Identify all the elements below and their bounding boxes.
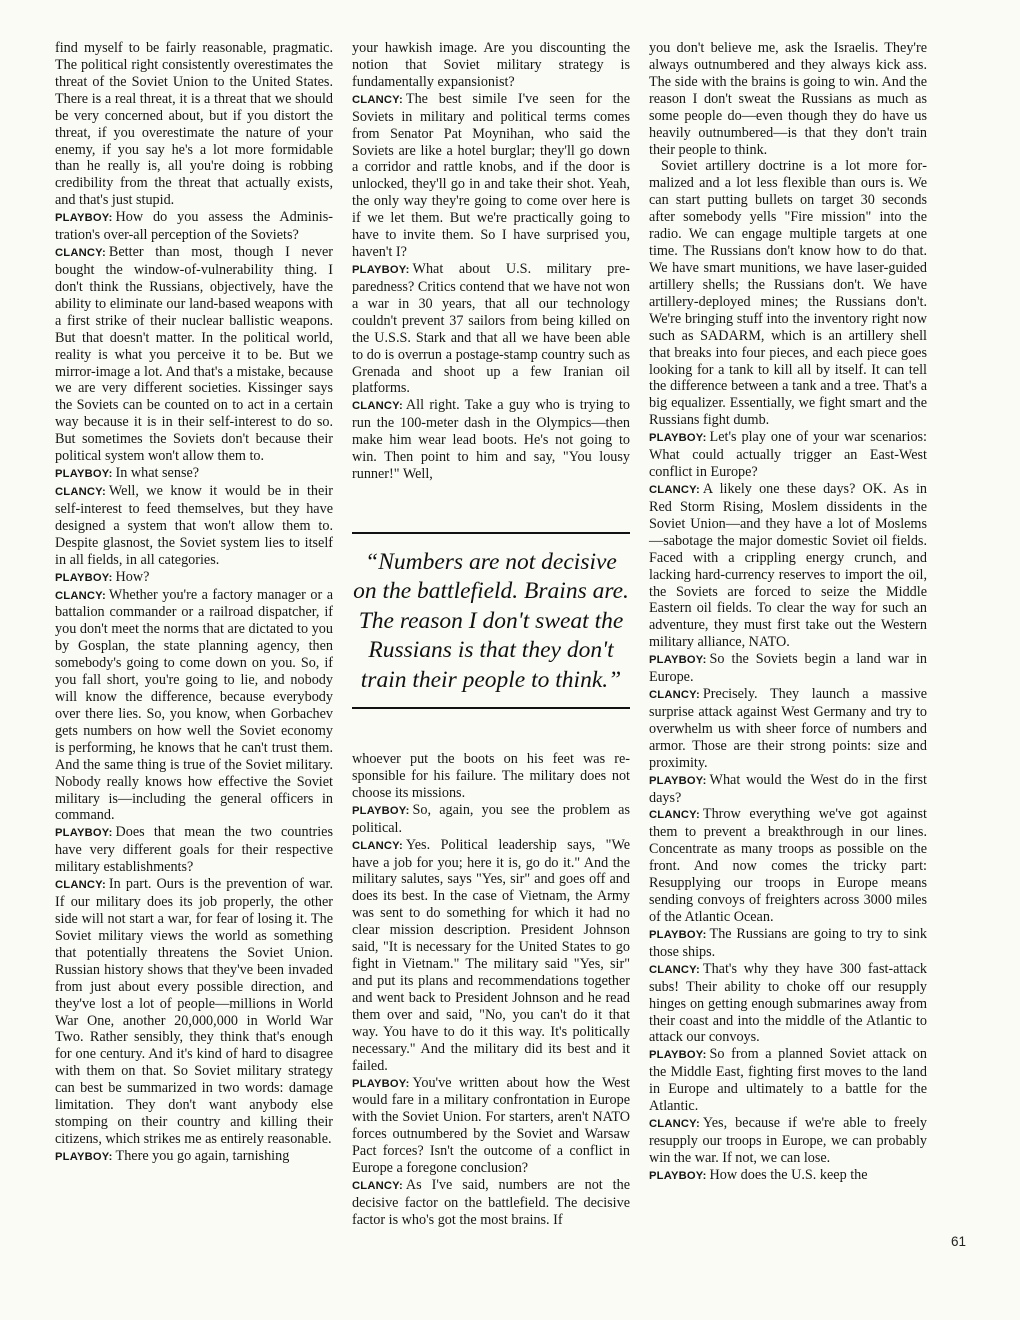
paragraph bbox=[352, 837, 630, 1075]
paragraph-text: your hawkish image. Are you discounting the notion that Soviet military strategy is fundamentally expansionist? bbox=[352, 40, 630, 90]
paragraph-text: Let's play one of your war scenarios: What could actually trigger an East-West conflict in Europe? bbox=[649, 429, 927, 481]
paragraph bbox=[649, 158, 927, 429]
paragraph-text: Does that mean the two countries have very different goals for their respective military establishments? bbox=[55, 824, 333, 876]
paragraph-text: Well, we know it would be in their self-interest to feed themselves, but they have designed a system that won't allow them to. Despite glasnost, the Soviet system lies to itself in all fields, in all categories. bbox=[55, 482, 333, 568]
paragraph-text: In what sense? bbox=[115, 465, 200, 482]
column-3 bbox=[649, 40, 927, 1185]
paragraph bbox=[649, 651, 927, 686]
paragraph bbox=[352, 40, 630, 91]
paragraph bbox=[55, 1148, 333, 1166]
paragraph-text: How? bbox=[115, 568, 150, 585]
paragraph bbox=[352, 261, 630, 397]
paragraph bbox=[352, 1075, 630, 1178]
speaker-label: PLAYBOY: bbox=[649, 654, 707, 667]
column-2-top bbox=[352, 40, 630, 483]
paragraph-text: As I've said, numbers are not the decisive factor on the battlefield. The decisive factor is who's got the most brains. If bbox=[352, 1177, 630, 1228]
paragraph-text: The best simile I've seen for the Soviets in military and political terms comes from Senator Pat Moynihan, who said the Soviets are like a hotel burglar; they'll go down a corridor and rattle knobs, and if the door is unlocked, they'll go in and take their shot. Yeah, the only way they're going to come over here is if we let them. But we're practically going to have to invite them. So I have surprised you, haven't I? bbox=[352, 90, 630, 261]
paragraph bbox=[55, 483, 333, 569]
page-number: 61 bbox=[951, 1234, 967, 1249]
speaker-label: CLANCY: bbox=[55, 879, 106, 892]
paragraph bbox=[649, 1046, 927, 1115]
speaker-label: PLAYBOY: bbox=[352, 804, 410, 817]
paragraph-text: There you go again, tarnishing bbox=[115, 1147, 290, 1164]
paragraph bbox=[649, 686, 927, 772]
paragraph-text: What about U.S. military preparedness? Critics contend that we have not won a war in 30 years, that all our technology couldn't prevent 37 sailors from being killed on the U.S.S. Stark and that all we have been able to do is overrun a postage-stamp country such as Grenada and shoot up a few Iranian oil platforms. bbox=[352, 260, 630, 397]
paragraph-text: You've written about how the West would fare in a military confrontation in Europe with the Soviet Union. For starters, aren't NATO forces outnumbered by the Soviet and Warsaw Pact forces? Isn't the outcome of a conflict in Europe a foregone conclusion? bbox=[352, 1074, 630, 1177]
speaker-label: CLANCY: bbox=[649, 689, 700, 702]
paragraph bbox=[352, 91, 630, 261]
paragraph-text: So, again, you see the problem as political. bbox=[352, 801, 630, 836]
speaker-label: CLANCY: bbox=[649, 483, 700, 496]
speaker-label: PLAYBOY: bbox=[352, 1077, 410, 1090]
paragraph-text: What would the West do in the first days? bbox=[649, 771, 927, 806]
speaker-label: PLAYBOY: bbox=[55, 1150, 113, 1163]
speaker-label: PLAYBOY: bbox=[649, 928, 707, 941]
speaker-label: CLANCY: bbox=[649, 1118, 700, 1131]
paragraph bbox=[55, 587, 333, 825]
paragraph bbox=[352, 802, 630, 837]
speaker-label: CLANCY: bbox=[55, 589, 106, 602]
speaker-label: PLAYBOY: bbox=[55, 571, 113, 584]
paragraph bbox=[649, 1115, 927, 1167]
paragraph-text: How does the U.S. keep the bbox=[709, 1166, 868, 1183]
speaker-label: PLAYBOY: bbox=[649, 1169, 707, 1182]
paragraph-text: How do you assess the Administration's over-all perception of the Soviets? bbox=[55, 209, 333, 244]
paragraph bbox=[649, 926, 927, 961]
pull-quote bbox=[352, 532, 630, 709]
pull-quote-text: “Numbers are not decisive on the battlefield. Brains are. The reason I don't sweat the Russians is that they don't train their people to think.” bbox=[353, 549, 629, 693]
paragraph-text: Yes, because if we're able to freely resupply our troops in Europe, we can probably win the war. If not, we can lose. bbox=[649, 1115, 927, 1166]
paragraph bbox=[649, 772, 927, 807]
paragraph bbox=[649, 961, 927, 1047]
speaker-label: PLAYBOY: bbox=[649, 432, 707, 445]
speaker-label: CLANCY: bbox=[352, 400, 403, 413]
paragraph bbox=[55, 569, 333, 587]
paragraph bbox=[649, 481, 927, 651]
paragraph-text: All right. Take a guy who is trying to run the 100-meter dash in the Olympics—then make him wear lead boots. He's not going to win. Then point to him and say, "You lousy runner!" Well, bbox=[352, 397, 630, 483]
speaker-label: CLANCY: bbox=[352, 839, 403, 852]
paragraph bbox=[55, 244, 333, 465]
speaker-label: CLANCY: bbox=[55, 485, 106, 498]
paragraph-text: find myself to be fairly reasonable, pragmatic. The political right consistently overestimates the threat of the Soviet Union to the United States. There is a real threat, it is a threat that we should be very concerned about, but if you distort the threat, if you overestimate the nature of your enemy, if you say he's a lot more formidable than he really is, all you're doing is robbing credibility from the threat that actually exists, and that's just stupid. bbox=[55, 40, 333, 209]
paragraph bbox=[649, 429, 927, 481]
paragraph-text: The Russians are going to try to sink those ships. bbox=[649, 925, 927, 960]
paragraph-text: So the Soviets begin a land war in Europe. bbox=[649, 651, 927, 686]
paragraph-text: whoever put the boots on his feet was responsible for his failure. The military does not choose its missions. bbox=[352, 751, 630, 801]
paragraph-text: Yes. Political leadership says, "We have a job for you; here it is, go do it." And the military salutes, says "Yes, sir" and goes off and does its best. In the case of Vietnam, the Army was sent to do something for which it had no clear mission description. President Johnson said, "It is necessary for the United States to go fight in Vietnam." The military said "Yes, sir" and put its plans and recommendations together and went back to President Johnson and he read them over and said, "No, you can't do it that way. You have to do it this way. It's politically necessary." And the military did its best and it failed. bbox=[352, 836, 630, 1074]
paragraph bbox=[55, 209, 333, 244]
paragraph bbox=[649, 806, 927, 925]
paragraph-text: Throw everything we've got against them to prevent a breakthrough in our lines. Concentrate as many troops as possible on the front. And now comes the tricky part: Resupplying our troops in Europe means sending convoys of freighters across 3000 miles of the Atlantic Ocean. bbox=[649, 806, 927, 926]
paragraph-text: Better than most, though I never bought the window-of-vulnerability thing. I don't think the Russians, objectively, have the ability to eliminate our land-based weapons with a first strike of their nuclear ballistic weapons. But that doesn't matter. In the political world, reality is what you perceive it to be. But we mirror-image a lot. And that's a mistake, because we are very different societies. Kissinger says the Soviets can be counted on to act in a certain way because it is in their self-interest to do so. But sometimes the Soviets don't because their political system won't allow them to. bbox=[55, 244, 333, 465]
paragraph bbox=[352, 751, 630, 802]
speaker-label: PLAYBOY: bbox=[55, 468, 113, 481]
speaker-label: PLAYBOY: bbox=[649, 1049, 707, 1062]
speaker-label: CLANCY: bbox=[649, 963, 700, 976]
paragraph bbox=[55, 824, 333, 876]
paragraph bbox=[55, 465, 333, 483]
paragraph-text: In part. Ours is the prevention of war. If our military does its job properly, the other side will not start a war, for fear of losing it. The Soviet military views the world as something that potentially threatens the Soviet Union. Russian history shows that they've been invaded from just about every possible direction, and they've lost a lot of people—millions in World War One, another 20,000,000 in World War Two. Rather sensibly, they think that's enough for one century. And it's kind of hard to disagree with them on that. So Soviet military strategy can best be summarized in two words: damage limitation. They don't want anybody else stomping on their country and killing their citizens, which strikes me as entirely reasonable. bbox=[55, 876, 333, 1147]
column-1 bbox=[55, 40, 333, 1166]
column-2-bottom bbox=[352, 751, 630, 1229]
paragraph bbox=[352, 1177, 630, 1229]
paragraph-text: Soviet artillery doctrine is a lot more formalized and a lot less flexible than ours is. We can start putting bullets on target 30 seconds after somebody yells "Fire mission" into the radio. We can engage multiple targets at one time. The Russians don't know how to do that. We have smart munitions, we have laser-guided artillery shells; the Russians don't. We have artillery-deployed mines; the Russians don't. We're bringing stuff into the inventory right now such as SADARM, which is an artillery shell that breaks into four pieces, and each piece goes looking for a tank to kill all by itself. It can tell the difference between a tank and a tree. That's a big equalizer. Essentially, we fight smart and the Russians fight dumb. bbox=[649, 158, 927, 429]
speaker-label: PLAYBOY: bbox=[55, 212, 113, 225]
paragraph-text: Precisely. They launch a massive surprise attack against West Germany and try to overwhelm us with sheer force of numbers and armor. Those are their strong points: size and proximity. bbox=[649, 686, 927, 771]
paragraph bbox=[352, 397, 630, 483]
speaker-label: PLAYBOY: bbox=[352, 263, 410, 276]
paragraph-text: So from a planned Soviet attack on the Middle East, fighting first moves to the land in Europe and ultimately to a battle for the Atlantic. bbox=[649, 1046, 927, 1115]
speaker-label: CLANCY: bbox=[55, 247, 106, 260]
paragraph bbox=[649, 1167, 927, 1185]
paragraph-text: Whether you're a factory manager or a battalion commander or a railroad dispatcher, if you don't meet the norms that are dictated to you by Gosplan, the state planning agency, then somebody's going to come down on you. So, if you fall short, you're going to lie, and nobody will know the difference, because everybody over there lies. So, you know, when Gorbachev gets numbers on how well the Soviet economy is performing, he knows that he can't trust them. And the same thing is true of the Soviet military. Nobody really knows how effective the Soviet military is—including the general officers in command. bbox=[55, 586, 333, 824]
speaker-label: CLANCY: bbox=[649, 809, 700, 822]
speaker-label: PLAYBOY: bbox=[55, 827, 113, 840]
speaker-label: CLANCY: bbox=[352, 93, 403, 106]
paragraph bbox=[55, 40, 333, 209]
paragraph-text: you don't believe me, ask the Israelis. They're always outnumbered and they always kick ass. The side with the brains is going to win. And the reason I don't sweat the Russians as much as some people do—even though they do have us heavily outnumbered—is that they don't train their people to think. bbox=[649, 40, 927, 158]
paragraph bbox=[649, 40, 927, 158]
speaker-label: CLANCY: bbox=[352, 1180, 403, 1193]
paragraph-text: A likely one these days? OK. As in Red Storm Rising, Moslem dissidents in the Soviet Union—and they have a lot of Moslems—sabotage the major domestic Soviet oil fields. Faced with a crippling energy crunch, and lacking hard-currency reserves to import the oil, the Soviets are forced to seize the Middle Eastern oil fields. To clear the way for such an adventure, they must first take out the Western military alliance, NATO. bbox=[649, 480, 927, 651]
paragraph-text: That's why they have 300 fast-attack subs! Their ability to choke off our resupply hinges on getting enough submarines away from their coast and into the middle of the Atlantic to attack our convoys. bbox=[649, 960, 927, 1046]
paragraph bbox=[55, 876, 333, 1148]
speaker-label: PLAYBOY: bbox=[649, 774, 707, 787]
